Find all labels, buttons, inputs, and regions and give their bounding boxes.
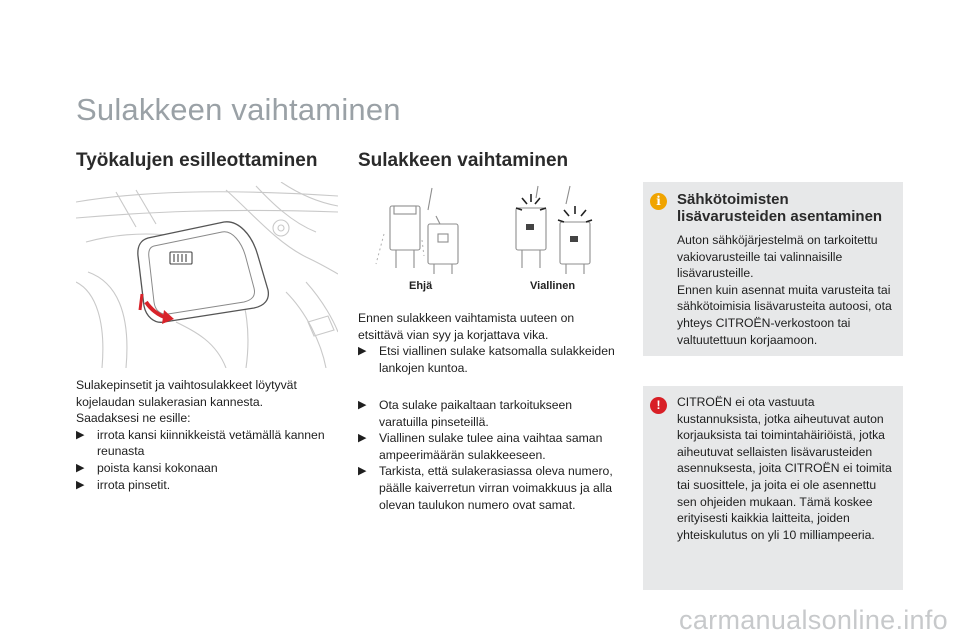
- list-item-text: irrota kansi kiinnikkeistä vetämällä kannen reunasta: [97, 427, 325, 459]
- list-item-text: Ota sulake paikaltaan tarkoitukseen varatuilla pinseteillä.: [379, 398, 573, 429]
- bullet-arrow-icon: ▶: [76, 461, 85, 474]
- list-item: [358, 397, 622, 430]
- fuse-replace-instructions: [358, 397, 622, 513]
- list-item: [76, 427, 338, 460]
- info-panel-title: Sähkötoimisten lisävarusteiden asentaminen: [677, 191, 883, 225]
- section-title-tools: Työkalujen esilleottaminen: [76, 150, 318, 171]
- warning-icon: !: [650, 397, 667, 414]
- section-title-replace-fuse: Sulakkeen vaihtaminen: [358, 150, 569, 171]
- bullet-arrow-icon: ▶: [76, 478, 85, 491]
- fuse-blown-label: Viallinen: [530, 280, 576, 292]
- list-item: [358, 343, 622, 376]
- bullet-arrow-icon: ▶: [358, 345, 367, 358]
- fuse-intact-illustration: [372, 184, 476, 276]
- warning-paragraph: CITROËN ei ota vastuuta kustannuksista, jotka aiheutuvat auton korjauksista tai toimintahäiriöistä, jotka aiheutuvat sellaisten lisävarusteiden asennuksesta, joita CITROËN ei toimita tai suosittele, ja joita ei ole asennettu sen ohjeiden mukaan. Tämä koskee erityisesti kaikkia laitteita, joiden yhteiskulutus on yli 10 milliampeeria.: [677, 395, 892, 542]
- list-item-text: irrota pinsetit.: [97, 477, 171, 492]
- list-item: [358, 430, 622, 463]
- list-item-text: poista kansi kokonaan: [97, 460, 218, 475]
- bullet-arrow-icon: ▶: [358, 399, 367, 411]
- page-title: Sulakkeen vaihtaminen: [76, 92, 401, 127]
- list-item: [358, 463, 622, 513]
- tools-intro: Sulakepinsetit ja vaihtosulakkeet löytyvät kojelaudan sulakerasian kannesta.: [76, 378, 297, 409]
- warning-panel-text: [677, 394, 899, 543]
- dashboard-fusebox-illustration: [76, 182, 338, 368]
- fuse-check-instructions: [358, 310, 622, 376]
- tools-instructions: [76, 377, 338, 493]
- info-icon: i: [650, 193, 667, 210]
- fuse-intact-label: Ehjä: [409, 280, 433, 292]
- list-item: [76, 477, 338, 494]
- bullet-arrow-icon: ▶: [76, 428, 85, 441]
- info-paragraph: Ennen kuin asennat muita varusteita tai sähkötoimisia lisävarusteita autoosi, ota yhteys CITROËN-verkostoon tai valtuutettuun korjaamoon.: [677, 282, 892, 347]
- fuse-blown-illustration: [500, 184, 612, 276]
- bullet-arrow-icon: ▶: [358, 465, 367, 478]
- info-paragraph: Auton sähköjärjestelmä on tarkoitettu vakiovarusteille tai valinnaisille lisävarusteille.: [677, 233, 878, 281]
- fuse-intro: Ennen sulakkeen vaihtamista uuteen on etsittävä vian syy ja korjattava vika.: [358, 311, 575, 342]
- list-item-text: Etsi viallinen sulake katsomalla sulakkeiden lankojen kuntoa.: [379, 344, 615, 375]
- bullet-arrow-icon: ▶: [358, 432, 367, 445]
- list-item-text: Viallinen sulake tulee aina vaihtaa saman ampeerimäärän sulakkeeseen.: [379, 431, 603, 462]
- info-panel-text: [677, 232, 899, 348]
- watermark: carmanualsonline.info: [679, 605, 948, 635]
- tools-lead: Saadaksesi ne esille:: [76, 411, 191, 426]
- list-item: [76, 460, 338, 477]
- list-item-text: Tarkista, että sulakerasiassa oleva numero, päälle kaiverretun virran voimakkuus ja alla olevan taulukon numero ovat samat.: [379, 464, 613, 512]
